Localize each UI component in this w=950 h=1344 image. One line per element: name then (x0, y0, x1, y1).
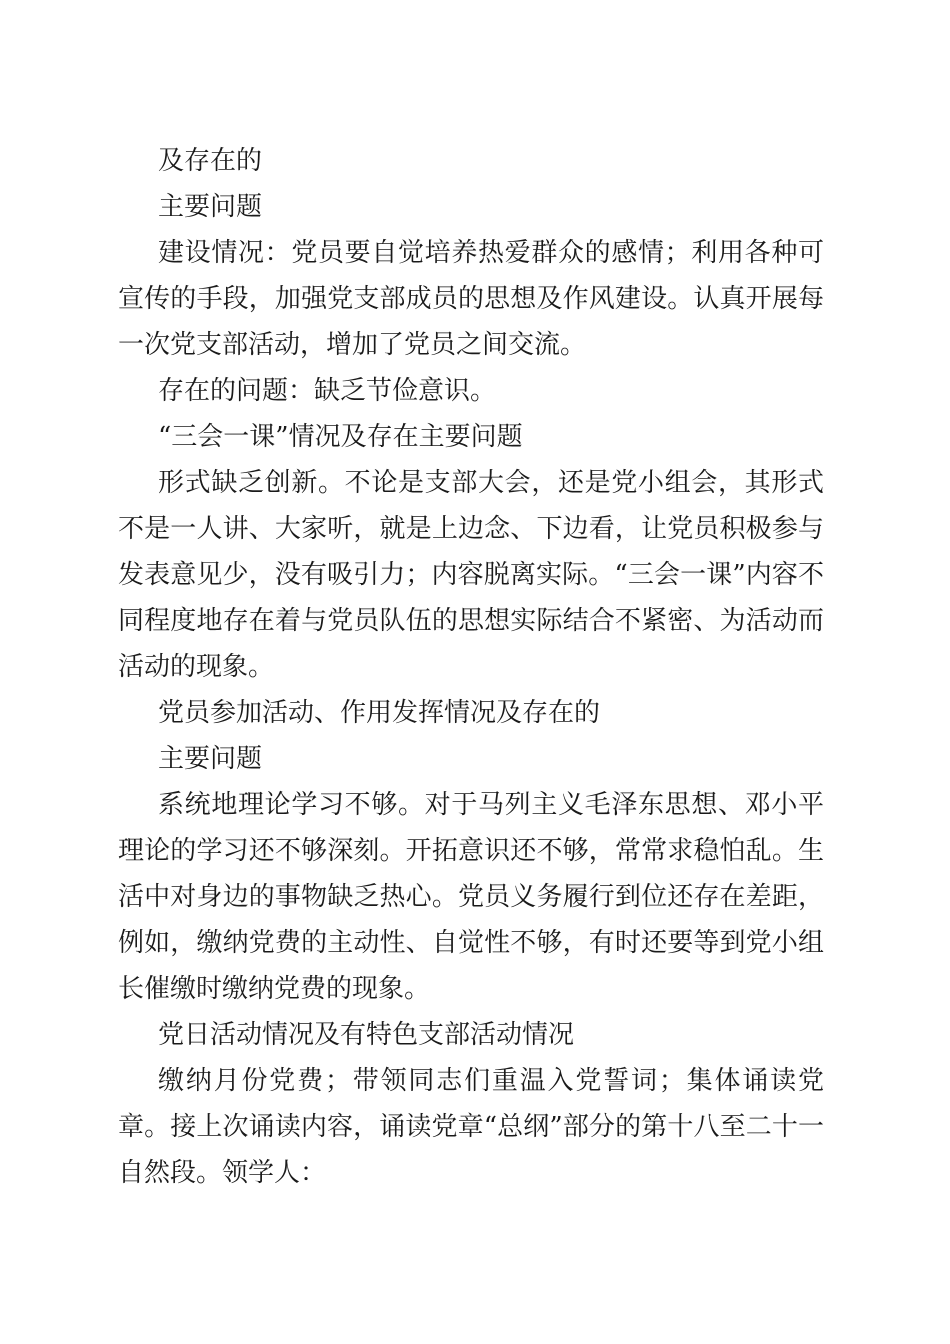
paragraph: 党日活动情况及有特色支部活动情况 (158, 1020, 575, 1050)
document-page (118, 138, 824, 1196)
paragraph: “三会一课”情况及存在主要问题 (158, 422, 523, 452)
paragraph: 缴纳月份党费；带领同志们重温入党誓词；集体诵读党章。接上次诵读内容，诵读党章“总纲”部分的第十八至二十一自然段。领学人： (118, 1066, 824, 1188)
paragraph: 党员参加活动、作用发挥情况及存在的 (158, 698, 601, 728)
paragraph: 形式缺乏创新。不论是支部大会，还是党小组会，其形式不是一人讲、大家听，就是上边念、下边看，让党员积极参与发表意见少，没有吸引力；内容脱离实际。“三会一课”内容不同程度地存在着与党员队伍的思想实际结合不紧密、为活动而活动的现象。 (118, 468, 824, 682)
paragraph: 建设情况：党员要自觉培养热爱群众的感情；利用各种可宣传的手段，加强党支部成员的思想及作风建设。认真开展每一次党支部活动，增加了党员之间交流。 (118, 238, 824, 360)
paragraph: 主要问题 (158, 192, 263, 222)
paragraph: 存在的问题：缺乏节俭意识。 (158, 376, 497, 406)
paragraph: 系统地理论学习不够。对于马列主义毛泽东思想、邓小平理论的学习还不够深刻。开拓意识还不够，常常求稳怕乱。生活中对身边的事物缺乏热心。党员义务履行到位还存在差距，例如，缴纳党费的主动性、自觉性不够，有时还要等到党小组长催缴时缴纳党费的现象。 (118, 790, 824, 1004)
paragraph: 主要问题 (158, 744, 263, 774)
paragraph: 及存在的 (158, 146, 263, 176)
